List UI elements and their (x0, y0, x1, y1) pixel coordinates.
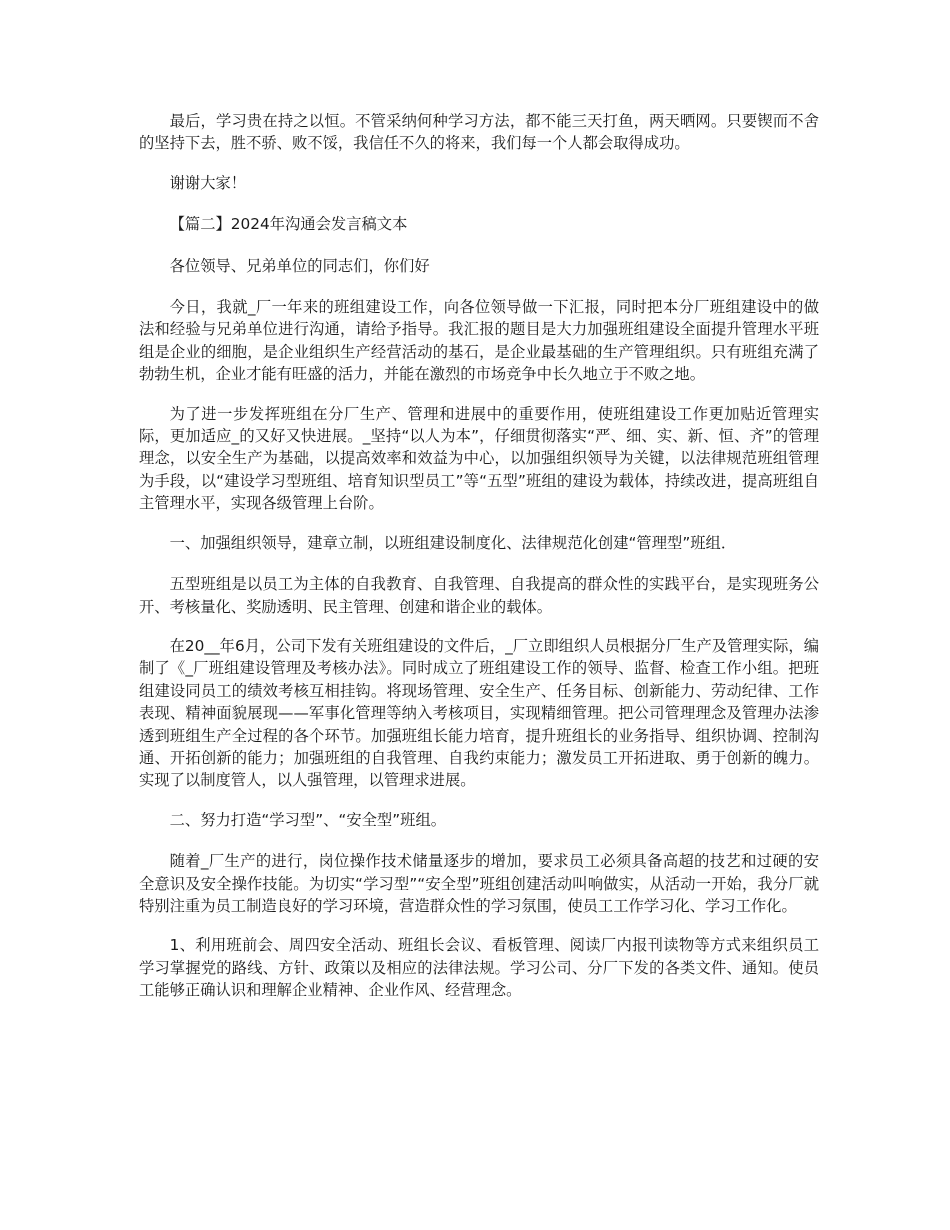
paragraph-five-types: 五型班组是以员工为主体的自我教育、自我管理、自我提高的群众性的实践平台，是实现班务公开、考核量化、奖励透明、民主管理、创建和谐企业的载体。 (139, 575, 819, 616)
document-body (139, 110, 819, 1019)
paragraph-purpose: 为了进一步发挥班组在分厂生产、管理和进展中的重要作用，使班组建设工作更加贴近管理实际，更加适应_的又好又快进展。_坚持“以人为本”，仔细贯彻落实“严、细、实、新、恒、齐”的管理理念，以安全生产为基础，以提高效率和效益为中心，以加强组织领导为关键，以法律规范班组管理为手段，以“建设学习型班组、培育知识型员工”等“五型”班组的建设为载体，持续改进，提高班组自主管理水平，实现各级管理上台阶。 (139, 404, 819, 513)
paragraph-management-measures: 在20__年6月，公司下发有关班组建设的文件后，_厂立即组织人员根据分厂生产及管理实际，编制了《_厂班组建设管理及考核办法》。同时成立了班组建设工作的领导、监督、检查工作小组。把班组建设同员工的绩效考核互相挂钩。将现场管理、安全生产、任务目标、创新能力、劳动纪律、工作表现、精神面貌展现——军事化管理等纳入考核项目，实现精细管理。把公司管理理念及管理办法渗透到班组生产全过程的各个环节。加强班组长能力培育，提升班组长的业务指导、组织协调、控制沟通、开拓创新的能力；加强班组的自我管理、自我约束能力；激发员工开拓进取、勇于创新的魄力。实现了以制度管人，以人强管理，以管理求进展。 (139, 636, 819, 790)
paragraph-closing-remarks: 最后，学习贵在持之以恒。不管采纳何种学习方法，都不能三天打鱼，两天晒网。只要锲而不舍的坚持下去，胜不骄、败不馁，我信任不久的将来，我们每一个人都会取得成功。 (139, 112, 819, 153)
section-heading-part-two: 【篇二】2024年沟通会发言稿文本 (169, 215, 408, 234)
paragraph-item-one: 1、利用班前会、周四安全活动、班组长会议、看板管理、阅读厂内报刊读物等方式来组织员工学习掌握党的路线、方针、政策以及相应的法律法规。学习公司、分厂下发的各类文件、通知。使员工能够正确认识和理解企业精神、企业作风、经营理念。 (139, 936, 819, 1000)
paragraph-thanks: 谢谢大家！ (169, 173, 247, 192)
paragraph-greeting: 各位领导、兄弟单位的同志们，你们好 (169, 256, 430, 275)
paragraph-learning-environment: 随着_厂生产的进行，岗位操作技术储量逐步的增加，要求员工必须具备高超的技艺和过硬的安全意识及安全操作技能。为切实“学习型”“安全型”班组创建活动叫响做实，从活动一开始，我分厂就特别注重为员工制造良好的学习环境，营造群众性的学习氛围，使员工工作学习化、学习工作化。 (139, 852, 819, 915)
heading-section-two: 二、努力打造“学习型”、“安全型”班组。 (169, 810, 447, 829)
heading-section-one: 一、加强组织领导，建章立制，以班组建设制度化、法律规范化创建“管理型”班组． (169, 533, 737, 552)
paragraph-introduction: 今日，我就_厂一年来的班组建设工作，向各位领导做一下汇报，同时把本分厂班组建设中的做法和经验与兄弟单位进行沟通，请给予指导。我汇报的题目是大力加强班组建设全面提升管理水平班组是企业的细胞，是企业组织生产经营活动的基石，是企业最基础的生产管理组织。只有班组充满了勃勃生机，企业才能有旺盛的活力，并能在激烈的市场竞争中长久地立于不败之地。 (139, 298, 819, 384)
